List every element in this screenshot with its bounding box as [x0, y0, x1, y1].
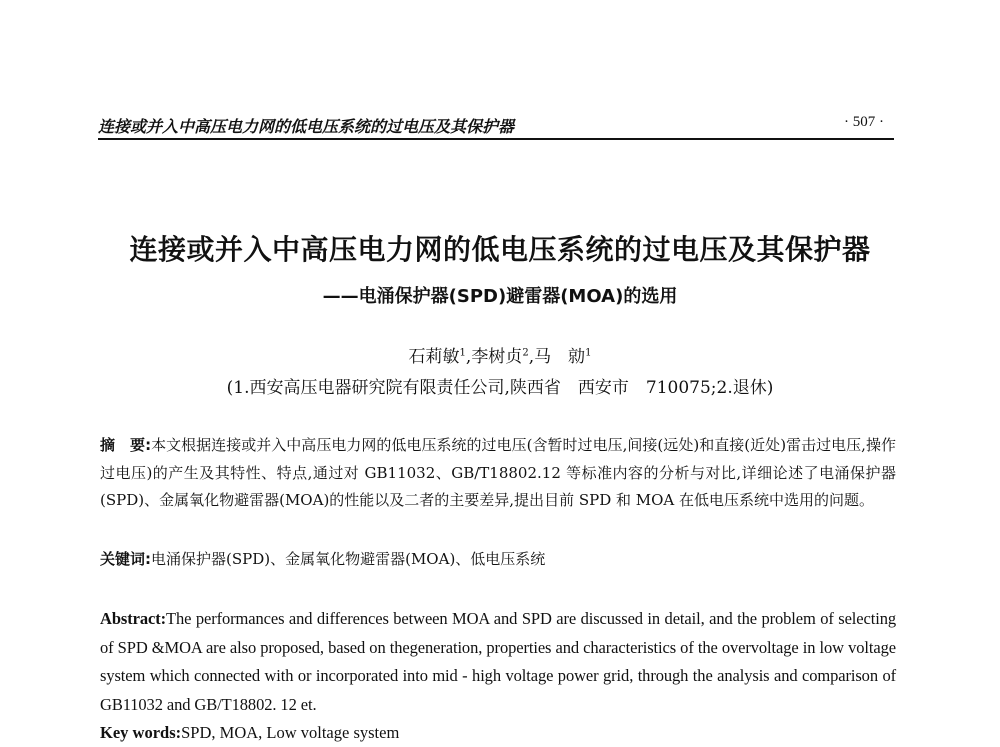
paper-title: 连接或并入中高压电力网的低电压系统的过电压及其保护器	[129, 233, 871, 266]
author-affiliation-mark: 1	[459, 347, 466, 359]
paper-subtitle: ——电涌保护器(SPD)避雷器(MOA)的选用	[322, 286, 678, 307]
english-abstract	[100, 605, 896, 719]
running-title: 连接或并入中高压电力网的低电压系统的过电压及其保护器	[98, 117, 515, 136]
affiliation: (1.西安高压电器研究院有限责任公司,陕西省 西安市 710075;2.退休)	[226, 378, 774, 398]
author-name: 石莉敏	[408, 347, 460, 367]
english-keywords-text: SPD, MOA, Low voltage system	[181, 723, 400, 742]
chinese-abstract-text: 本文根据连接或并入中高压电力网的低电压系统的过电压(含暂时过电压,间接(远处)和直接(近处)雷击过电压,操作过电压)的产生及其特性、特点,通过对 GB11032、GB/T18802.12 等标准内容的分析与对比,详细论述了电涌保护器(SPD)、金属氧化物避雷器(MOA)的性能以及二者的主要差异,提出目前 SPD 和 MOA 在低电压系统中选用的问题。	[100, 436, 896, 509]
chinese-keywords	[100, 546, 896, 573]
author-separator: ,	[465, 347, 472, 367]
chinese-keywords-label: 关键词:	[100, 550, 151, 568]
page-number: · 507 ·	[844, 114, 884, 130]
running-header	[98, 112, 894, 140]
author-affiliation-mark: 1	[585, 347, 592, 359]
chinese-abstract-label: 摘 要:	[100, 436, 152, 454]
english-keywords-label: Key words:	[100, 723, 182, 742]
author-name: 李树贞	[471, 347, 523, 367]
author-name: 马 勍	[534, 347, 586, 367]
author-list	[0, 342, 1000, 367]
author-separator: ,	[528, 347, 535, 367]
chinese-abstract	[100, 432, 896, 515]
english-abstract-label: Abstract:	[100, 609, 166, 628]
chinese-keywords-text: 电涌保护器(SPD)、金属氧化物避雷器(MOA)、低电压系统	[151, 550, 546, 568]
english-abstract-text: The performances and differences between MOA and SPD are discussed in detail, and the problem of selecting of SPD &MOA are also proposed, based on thegeneration, properties and characteristics of the overvoltage in low voltage system which connected with or incorporated into mid - high voltage power grid, through the analysis and comparison of GB11032 and GB/T18802. 12 et.	[100, 609, 896, 714]
english-keywords	[100, 719, 896, 747]
author-affiliation-mark: 2	[522, 347, 529, 359]
